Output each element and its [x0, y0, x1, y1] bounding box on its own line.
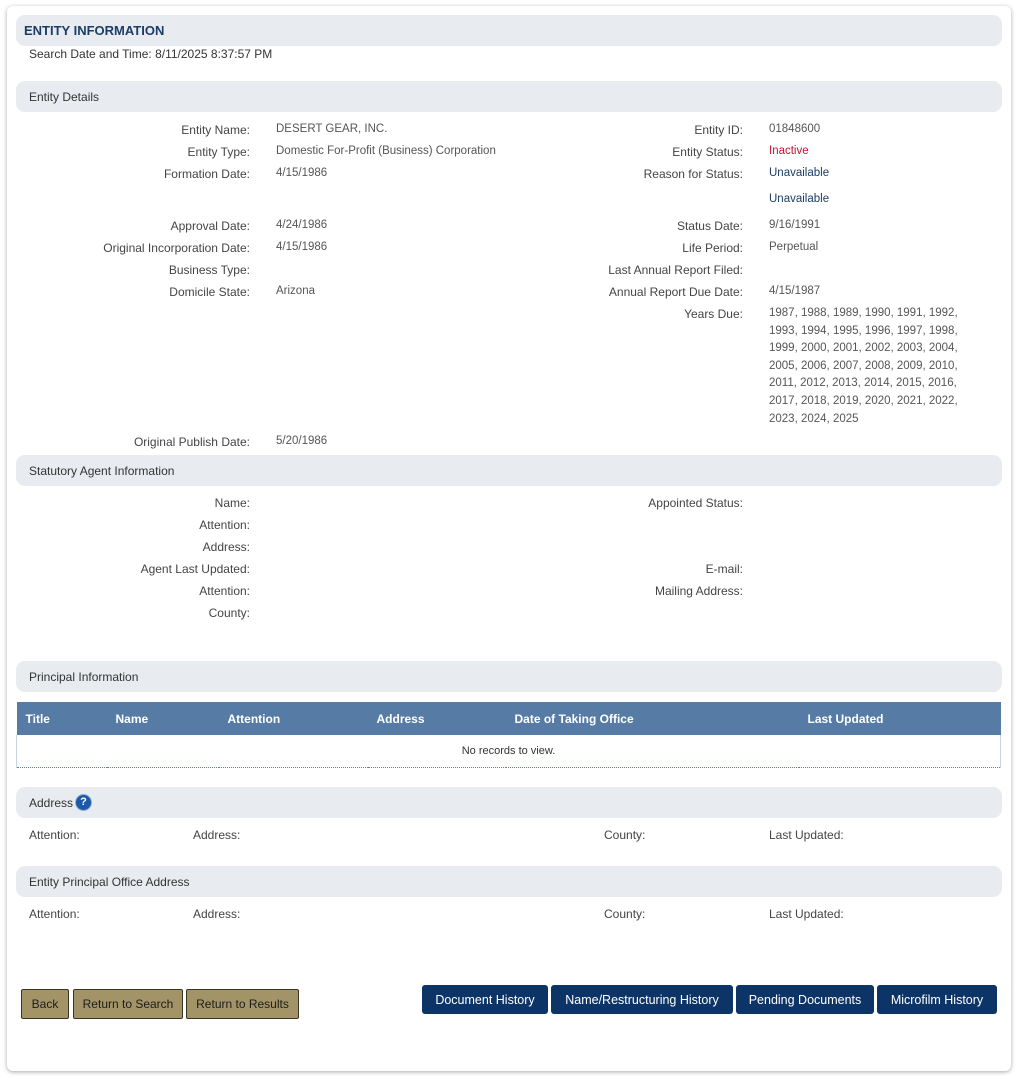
name-restructuring-history-button[interactable]: Name/Restructuring History	[551, 985, 733, 1014]
domicile-state-value: Arizona	[276, 285, 315, 297]
agent-last-updated-label: Agent Last Updated:	[140, 562, 250, 576]
agent-name-label: Name:	[214, 496, 250, 510]
col-address[interactable]: Address	[368, 702, 506, 735]
return-to-search-button[interactable]: Return to Search	[73, 989, 183, 1019]
entity-name-value: DESERT GEAR, INC.	[276, 123, 388, 135]
document-history-button[interactable]: Document History	[422, 985, 548, 1014]
principal-office-header: Entity Principal Office Address	[16, 866, 1002, 897]
agent-mailing-address-label: Mailing Address:	[654, 584, 743, 598]
entity-id-label: Entity ID:	[694, 123, 743, 137]
years-due-label: Years Due:	[684, 307, 743, 321]
entity-status-label: Entity Status:	[672, 145, 743, 159]
entity-id-value: 01848600	[769, 123, 821, 135]
status-date-label: Status Date:	[676, 219, 743, 233]
annual-report-due-date-value: 4/15/1987	[769, 285, 821, 297]
page-title: ENTITY INFORMATION	[16, 15, 1002, 46]
principal-table-header-row	[17, 702, 1001, 735]
original-publish-date-label: Original Publish Date:	[133, 435, 250, 449]
address-last-updated-label: Last Updated:	[769, 828, 844, 842]
formation-date-value: 4/15/1986	[276, 167, 328, 179]
status-date-value: 9/16/1991	[769, 219, 821, 231]
domicile-state-label: Domicile State:	[169, 285, 250, 299]
reason-for-status-value-2: Unavailable	[769, 193, 830, 205]
approval-date-value: 4/24/1986	[276, 219, 328, 231]
entity-name-label: Entity Name:	[181, 123, 250, 137]
microfilm-history-button[interactable]: Microfilm History	[877, 985, 997, 1014]
office-address-label: Address:	[193, 907, 241, 921]
entity-type-label: Entity Type:	[187, 145, 250, 159]
entity-details-header: Entity Details	[16, 81, 1002, 112]
last-annual-report-filed-label: Last Annual Report Filed:	[608, 263, 743, 277]
col-name[interactable]: Name	[107, 702, 219, 735]
principal-info-header: Principal Information	[16, 661, 1002, 692]
agent-email-label: E-mail:	[705, 562, 743, 576]
return-to-results-button[interactable]: Return to Results	[186, 989, 299, 1019]
life-period-label: Life Period:	[682, 241, 743, 255]
address-header-label: Address	[29, 795, 74, 810]
years-due-value: 1987, 1988, 1989, 1990, 1991, 1992, 1993, 1994, 1995, 1996, 1997, 1998, 1999, 2000, 2001, 2002, 2003, 2004, 2005, 2006, 2007, 2008, 2009, 2010, 2011, 2012, 2013, 2014, 2015, 2016, 2017, 2018, 2019, 2020, 2021, 2022, 2023, 2024, 2025	[769, 307, 958, 425]
pending-documents-button[interactable]: Pending Documents	[736, 985, 874, 1014]
col-last-updated[interactable]: Last Updated	[799, 702, 1001, 735]
col-attention[interactable]: Attention	[219, 702, 368, 735]
col-date-of-taking-office[interactable]: Date of Taking Office	[506, 702, 799, 735]
reason-for-status-value: Unavailable	[769, 167, 830, 179]
help-icon[interactable]: ?	[76, 795, 91, 810]
business-type-label: Business Type:	[168, 263, 250, 277]
agent-address-label: Address:	[202, 540, 250, 554]
table-row	[17, 735, 1001, 767]
original-publish-date-value: 5/20/1986	[276, 435, 328, 447]
statutory-agent-header: Statutory Agent Information	[16, 455, 1002, 486]
office-last-updated-label: Last Updated:	[769, 907, 844, 921]
appointed-status-label: Appointed Status:	[648, 496, 743, 510]
agent-county-label: County:	[208, 606, 250, 620]
col-title[interactable]: Title	[17, 702, 107, 735]
address-attention-label: Attention:	[29, 828, 80, 842]
original-incorporation-date-value: 4/15/1986	[276, 241, 328, 253]
original-incorporation-date-label: Original Incorporation Date:	[103, 241, 250, 255]
entity-type-value: Domestic For-Profit (Business) Corporation	[276, 145, 496, 157]
formation-date-label: Formation Date:	[163, 167, 250, 181]
office-county-label: County:	[604, 907, 646, 921]
agent-attention-2-label: Attention:	[199, 584, 250, 598]
annual-report-due-date-label: Annual Report Due Date:	[608, 285, 743, 299]
approval-date-label: Approval Date:	[170, 219, 250, 233]
address-address-label: Address:	[193, 828, 241, 842]
back-button[interactable]: Back	[21, 989, 69, 1019]
page-card	[7, 6, 1011, 1071]
no-records-message: No records to view.	[17, 735, 1001, 767]
address-header	[16, 787, 1002, 818]
search-datetime: Search Date and Time: 8/11/2025 8:37:57 PM	[29, 47, 273, 61]
reason-for-status-label: Reason for Status:	[643, 167, 743, 181]
entity-status-value: Inactive	[769, 145, 809, 157]
life-period-value: Perpetual	[769, 241, 819, 253]
agent-attention-label: Attention:	[199, 518, 250, 532]
office-attention-label: Attention:	[29, 907, 80, 921]
address-county-label: County:	[604, 828, 646, 842]
principal-table	[16, 702, 1001, 768]
